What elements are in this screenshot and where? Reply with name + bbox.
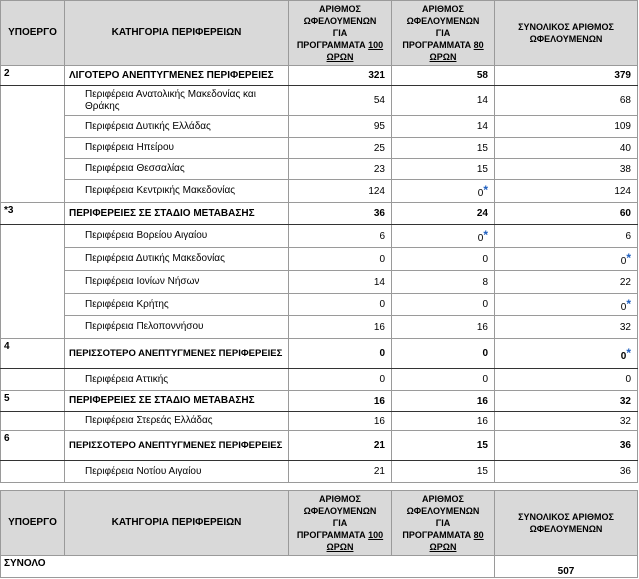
region-100h-value: 16 bbox=[289, 412, 392, 431]
region-100h-value: 54 bbox=[289, 86, 392, 116]
table-header-row bbox=[1, 1, 638, 66]
category-80h-value: 15 bbox=[392, 431, 495, 461]
region-total-value: 36 bbox=[495, 461, 638, 483]
asterisk-note-icon: * bbox=[626, 345, 631, 360]
summary-header-80h-line5: ΩΡΩΝ bbox=[429, 542, 457, 552]
category-80h-value: 0 bbox=[392, 339, 495, 369]
summary-header-100h-line4-text: ΠΡΟΓΡΑΜΜΑΤΑ bbox=[296, 530, 369, 540]
summary-header-80h bbox=[392, 491, 495, 556]
header-total-line1: ΣΥΝΟΛΙΚΟΣ ΑΡΙΘΜΟΣ bbox=[518, 22, 614, 32]
summary-header-100h-line3: ΓΙΑ bbox=[332, 518, 348, 528]
region-name: Περιφέρεια Κρήτης bbox=[65, 294, 289, 316]
header-80h-line2: ΩΦΕΛΟΥΜΕΝΩΝ bbox=[406, 16, 480, 26]
header-total-beneficiaries bbox=[495, 1, 638, 66]
category-name: ΠΕΡΙΣΣΟΤΕΡΟ ΑΝΕΠΤΥΓΜΕΝΕΣ ΠΕΡΙΦΕΡΕΙΕΣ bbox=[65, 339, 289, 369]
region-100h-value: 0 bbox=[289, 248, 392, 271]
summary-header-80h-line4 bbox=[395, 529, 491, 541]
region-name: Περιφέρεια Βορείου Αιγαίου bbox=[65, 225, 289, 248]
header-100h-line1: ΑΡΙΘΜΟΣ bbox=[319, 4, 361, 14]
category-row bbox=[1, 203, 638, 225]
category-row bbox=[1, 66, 638, 86]
region-100h-value: 6 bbox=[289, 225, 392, 248]
summary-header-80h-line4-text: ΠΡΟΓΡΑΜΜΑΤΑ bbox=[402, 530, 474, 540]
header-80h-line4-text: ΠΡΟΓΡΑΜΜΑΤΑ bbox=[402, 40, 474, 50]
region-total-value: 0 bbox=[495, 369, 638, 391]
summary-header-total-line2: ΩΦΕΛΟΥΜΕΝΩΝ bbox=[529, 524, 603, 534]
category-total-value: 60 bbox=[495, 203, 638, 225]
region-row bbox=[1, 369, 638, 391]
region-name: Περιφέρεια Πελοποννήσου bbox=[65, 316, 289, 339]
region-name: Περιφέρεια Θεσσαλίας bbox=[65, 159, 289, 180]
subproject-code: *3 bbox=[1, 203, 65, 225]
summary-header-100h-line2: ΩΦΕΛΟΥΜΕΝΩΝ bbox=[303, 506, 377, 516]
region-80h-value: 14 bbox=[392, 86, 495, 116]
value-text: 0 bbox=[477, 233, 484, 244]
value-text: 0 bbox=[620, 350, 627, 362]
region-name: Περιφέρεια Κεντρικής Μακεδονίας bbox=[65, 180, 289, 203]
category-total-value: 379 bbox=[495, 66, 638, 86]
region-100h-value: 95 bbox=[289, 116, 392, 138]
header-total-line2: ΩΦΕΛΟΥΜΕΝΩΝ bbox=[529, 34, 603, 44]
category-name: ΠΕΡΙΣΣΟΤΕΡΟ ΑΝΕΠΤΥΓΜΕΝΕΣ ΠΕΡΙΦΕΡΕΙΕΣ bbox=[65, 431, 289, 461]
summary-header-80h-line1: ΑΡΙΘΜΟΣ bbox=[422, 494, 464, 504]
region-total-value: 32 bbox=[495, 412, 638, 431]
region-100h-value: 124 bbox=[289, 180, 392, 203]
header-beneficiaries-100h bbox=[289, 1, 392, 66]
region-total-value bbox=[495, 248, 638, 271]
category-80h-value: 24 bbox=[392, 203, 495, 225]
header-100h-line5: ΩΡΩΝ bbox=[326, 52, 354, 62]
category-name: ΛΙΓΟΤΕΡΟ ΑΝΕΠΤΥΓΜΕΝΕΣ ΠΕΡΙΦΕΡΕΙΕΣ bbox=[65, 66, 289, 86]
header-beneficiaries-80h bbox=[392, 1, 495, 66]
summary-header-row bbox=[1, 491, 638, 556]
summary-header-subproject: ΥΠΟΕΡΓΟ bbox=[1, 491, 65, 556]
region-name: Περιφέρεια Ηπείρου bbox=[65, 138, 289, 159]
region-row bbox=[1, 461, 638, 483]
region-row bbox=[1, 294, 638, 316]
category-row bbox=[1, 431, 638, 461]
region-total-value: 124 bbox=[495, 180, 638, 203]
region-100h-value: 25 bbox=[289, 138, 392, 159]
region-100h-value: 23 bbox=[289, 159, 392, 180]
summary-header-80h-line3: ΓΙΑ bbox=[435, 518, 451, 528]
category-80h-value: 58 bbox=[392, 66, 495, 86]
region-name: Περιφέρεια Στερεάς Ελλάδας bbox=[65, 412, 289, 431]
region-80h-value: 0 bbox=[392, 369, 495, 391]
value-text: 0 bbox=[477, 188, 484, 199]
region-row bbox=[1, 271, 638, 294]
summary-header-total-line1: ΣΥΝΟΛΙΚΟΣ ΑΡΙΘΜΟΣ bbox=[518, 512, 614, 522]
header-100h-line4 bbox=[292, 39, 388, 51]
category-total-value bbox=[495, 339, 638, 369]
category-80h-value: 16 bbox=[392, 391, 495, 412]
region-total-value: 40 bbox=[495, 138, 638, 159]
region-row bbox=[1, 159, 638, 180]
region-name: Περιφέρεια Ανατολικής Μακεδονίας και Θράκης bbox=[65, 86, 289, 116]
grand-total-row bbox=[1, 556, 638, 578]
region-name: Περιφέρεια Ιονίων Νήσων bbox=[65, 271, 289, 294]
summary-header-100h bbox=[289, 491, 392, 556]
region-row bbox=[1, 86, 638, 116]
region-name: Περιφέρεια Δυτικής Μακεδονίας bbox=[65, 248, 289, 271]
summary-header-total bbox=[495, 491, 638, 556]
summary-header-category: ΚΑΤΗΓΟΡΙΑ ΠΕΡΙΦΕΡΕΙΩΝ bbox=[65, 491, 289, 556]
region-name: Περιφέρεια Αττικής bbox=[65, 369, 289, 391]
asterisk-note-icon: * bbox=[483, 228, 488, 242]
region-total-value: 68 bbox=[495, 86, 638, 116]
region-total-value: 32 bbox=[495, 316, 638, 339]
asterisk-note-icon: * bbox=[626, 251, 631, 265]
category-100h-value: 321 bbox=[289, 66, 392, 86]
region-100h-value: 14 bbox=[289, 271, 392, 294]
header-category: ΚΑΤΗΓΟΡΙΑ ΠΕΡΙΦΕΡΕΙΩΝ bbox=[65, 1, 289, 66]
region-100h-value: 0 bbox=[289, 294, 392, 316]
value-text: 0 bbox=[620, 256, 627, 267]
region-total-value: 6 bbox=[495, 225, 638, 248]
summary-header-100h-line1: ΑΡΙΘΜΟΣ bbox=[319, 494, 361, 504]
header-100h-line2: ΩΦΕΛΟΥΜΕΝΩΝ bbox=[303, 16, 377, 26]
category-total-value: 32 bbox=[495, 391, 638, 412]
summary-header-100h-line5: ΩΡΩΝ bbox=[326, 542, 354, 552]
subproject-code: 6 bbox=[1, 431, 65, 461]
asterisk-note-icon: * bbox=[483, 183, 488, 197]
region-80h-value bbox=[392, 180, 495, 203]
region-80h-value: 16 bbox=[392, 412, 495, 431]
region-80h-value: 14 bbox=[392, 116, 495, 138]
asterisk-note-icon: * bbox=[626, 296, 631, 311]
region-row bbox=[1, 138, 638, 159]
header-80h-line3: ΓΙΑ bbox=[435, 28, 451, 38]
subproject-code: 5 bbox=[1, 391, 65, 412]
region-row bbox=[1, 180, 638, 203]
region-row bbox=[1, 225, 638, 248]
region-80h-value: 0 bbox=[392, 294, 495, 316]
region-total-value: 38 bbox=[495, 159, 638, 180]
region-80h-value: 15 bbox=[392, 138, 495, 159]
category-name: ΠΕΡΙΦΕΡΕΙΕΣ ΣΕ ΣΤΑΔΙΟ ΜΕΤΑΒΑΣΗΣ bbox=[65, 391, 289, 412]
header-100h-line3: ΓΙΑ bbox=[332, 28, 348, 38]
header-100h-line4-text: ΠΡΟΓΡΑΜΜΑΤΑ bbox=[296, 40, 369, 50]
header-100h-hours: 100 bbox=[368, 40, 384, 50]
region-row bbox=[1, 316, 638, 339]
category-100h-value: 21 bbox=[289, 431, 392, 461]
summary-header-80h-hours: 80 bbox=[473, 530, 484, 540]
region-row bbox=[1, 116, 638, 138]
region-total-value: 109 bbox=[495, 116, 638, 138]
subproject-code: 4 bbox=[1, 339, 65, 369]
category-name: ΠΕΡΙΦΕΡΕΙΕΣ ΣΕ ΣΤΑΔΙΟ ΜΕΤΑΒΑΣΗΣ bbox=[65, 203, 289, 225]
header-80h-line1: ΑΡΙΘΜΟΣ bbox=[422, 4, 464, 14]
value-text: 0 bbox=[620, 301, 627, 313]
region-100h-value: 21 bbox=[289, 461, 392, 483]
grand-total-value: 507 bbox=[495, 556, 638, 578]
category-total-value: 36 bbox=[495, 431, 638, 461]
region-row bbox=[1, 248, 638, 271]
region-80h-value: 15 bbox=[392, 159, 495, 180]
region-80h-value: 0 bbox=[392, 248, 495, 271]
region-name: Περιφέρεια Δυτικής Ελλάδας bbox=[65, 116, 289, 138]
header-80h-line4 bbox=[395, 39, 491, 51]
header-subproject: ΥΠΟΕΡΓΟ bbox=[1, 1, 65, 66]
category-row bbox=[1, 339, 638, 369]
header-80h-hours: 80 bbox=[473, 40, 484, 50]
category-row bbox=[1, 391, 638, 412]
region-row bbox=[1, 412, 638, 431]
region-total-value bbox=[495, 294, 638, 316]
summary-table bbox=[0, 490, 638, 578]
category-100h-value: 16 bbox=[289, 391, 392, 412]
summary-header-80h-line2: ΩΦΕΛΟΥΜΕΝΩΝ bbox=[406, 506, 480, 516]
summary-header-100h-line4 bbox=[292, 529, 388, 541]
header-80h-line5: ΩΡΩΝ bbox=[429, 52, 457, 62]
subproject-code: 2 bbox=[1, 66, 65, 86]
region-100h-value: 0 bbox=[289, 369, 392, 391]
region-80h-value: 8 bbox=[392, 271, 495, 294]
region-80h-value: 15 bbox=[392, 461, 495, 483]
summary-header-100h-hours: 100 bbox=[368, 530, 384, 540]
region-80h-value bbox=[392, 225, 495, 248]
region-80h-value: 16 bbox=[392, 316, 495, 339]
category-100h-value: 36 bbox=[289, 203, 392, 225]
grand-total-label: ΣΥΝΟΛΟ bbox=[1, 556, 495, 578]
category-100h-value: 0 bbox=[289, 339, 392, 369]
region-name: Περιφέρεια Νοτίου Αιγαίου bbox=[65, 461, 289, 483]
region-100h-value: 16 bbox=[289, 316, 392, 339]
region-total-value: 22 bbox=[495, 271, 638, 294]
